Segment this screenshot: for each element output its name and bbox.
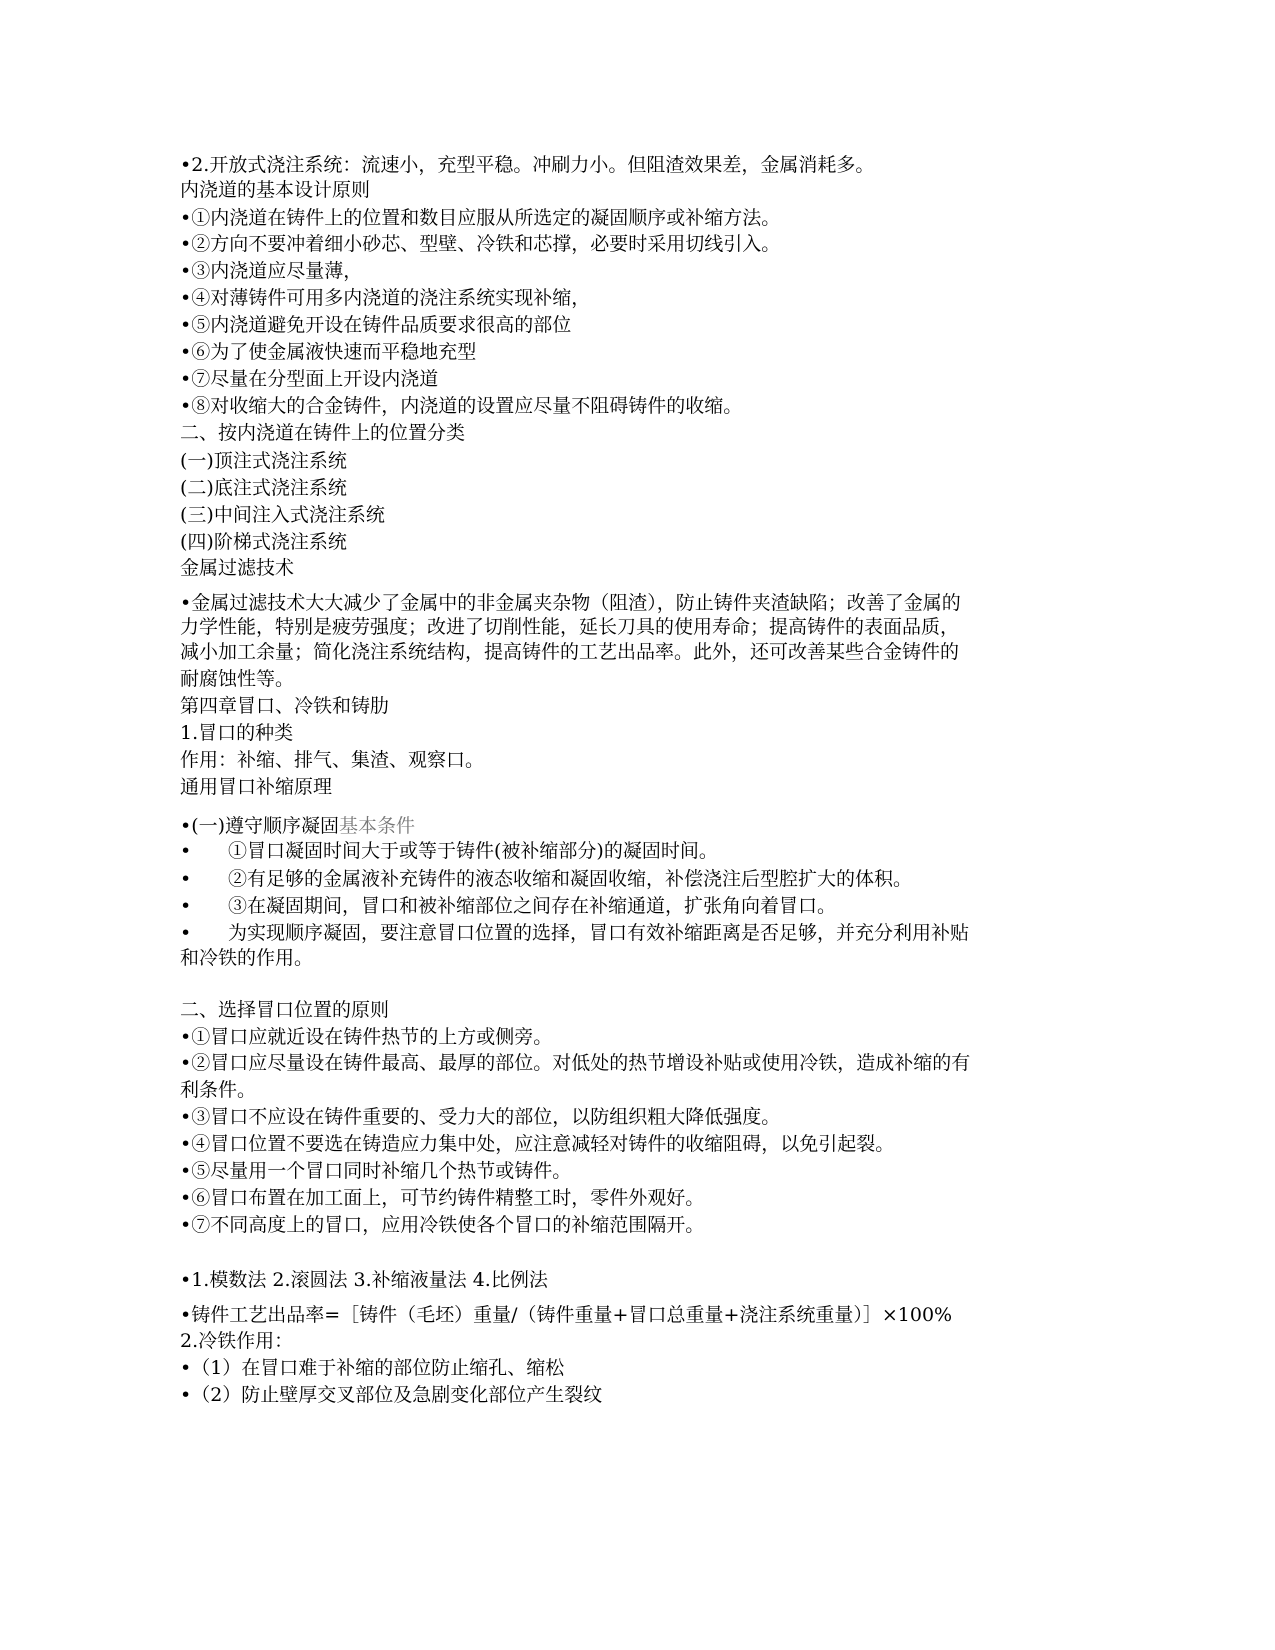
line-text: •⑧对收缩大的合金铸件，内浇道的设置应尽量不阻碍铸件的收缩。 <box>180 395 743 417</box>
text-line <box>180 178 370 202</box>
line-text: •①冒口应就近设在铸件热节的上方或侧旁。 <box>180 1026 553 1048</box>
text-line <box>180 839 718 863</box>
text-line <box>180 206 780 230</box>
text-line <box>180 1159 571 1183</box>
text-line <box>180 394 742 418</box>
text-line <box>180 259 362 283</box>
line-text: 力学性能，特别是疲劳强度；改进了切削性能，延长刀具的使用寿命；提高铸件的表面品质， <box>180 616 960 638</box>
text-line <box>180 503 385 527</box>
line-text: •③内浇道应尽量薄， <box>180 260 363 282</box>
text-line <box>180 340 476 364</box>
line-text: •⑥冒口布置在加工面上，可节约铸件精整工时，零件外观好。 <box>180 1187 705 1209</box>
text-line <box>180 667 294 691</box>
line-text: 减小加工余量；简化浇注系统结构，提高铸件的工艺出品率。此外，还可改善某些合金铸件的 <box>180 641 960 663</box>
text-line <box>180 1132 894 1156</box>
bullet: • <box>180 895 192 917</box>
line-text: •⑦尽量在分型面上开设内浇道 <box>180 368 439 390</box>
text-line <box>180 313 571 337</box>
line-text: 二、选择冒口位置的原则 <box>180 999 390 1021</box>
line-text: 第四章冒口、冷铁和铸肋 <box>180 695 390 717</box>
text-line <box>180 775 332 799</box>
text-line <box>180 721 293 745</box>
text-line <box>180 1025 552 1049</box>
line-text: •④对薄铸件可用多内浇道的浇注系统实现补缩， <box>180 287 591 309</box>
line-text: 利条件。 <box>180 1079 257 1101</box>
text-line <box>180 946 313 970</box>
line-text: •③冒口不应设在铸件重要的、受力大的部位，以防组织粗大降低强度。 <box>180 1106 781 1128</box>
text-line <box>180 1105 780 1129</box>
line-text: •（1）在冒口难于补缩的部位防止缩孔、缩松 <box>180 1357 565 1379</box>
line-text: 通用冒口补缩原理 <box>180 776 333 798</box>
line-text: •（2）防止壁厚交叉部位及急剧变化部位产生裂纹 <box>180 1384 603 1406</box>
line-text: •2.开放式浇注系统：流速小，充型平稳。冲刷力小。但阻渣效果差，金属消耗多。 <box>180 154 875 176</box>
text-line <box>180 921 969 945</box>
line-text: ③在凝固期间，冒口和被补缩部位之间存在补缩通道，扩张角向着冒口。 <box>228 895 837 917</box>
text-line <box>180 556 294 580</box>
line-text: (四)阶梯式浇注系统 <box>180 531 347 553</box>
bullet: • <box>180 922 192 944</box>
text-line <box>180 367 438 391</box>
line-text: •①内浇道在铸件上的位置和数目应服从所选定的凝固顺序或补缩方法。 <box>180 207 781 229</box>
line-text: •金属过滤技术大大减少了金属中的非金属夹杂物（阻渣），防止铸件夹渣缺陷；改善了金属的 <box>180 592 961 614</box>
text-line <box>180 1303 952 1327</box>
line-text: 1.冒口的种类 <box>180 722 294 744</box>
line-text: •②方向不要冲着细小砂芯、型壁、冷铁和芯撑，必要时采用切线引入。 <box>180 233 781 255</box>
text-line <box>180 615 959 639</box>
line-text: ①冒口凝固时间大于或等于铸件(被补缩部分)的凝固时间。 <box>228 840 718 862</box>
text-line <box>180 421 465 445</box>
line-text: •⑤内浇道避免开设在铸件品质要求很高的部位 <box>180 314 572 336</box>
text-line <box>180 449 347 473</box>
bullet: • <box>180 840 192 862</box>
line-text: (三)中间注入式浇注系统 <box>180 504 385 526</box>
line-text: (一)顶注式浇注系统 <box>180 450 347 472</box>
text-line <box>180 748 484 772</box>
line-text: •⑦不同高度上的冒口，应用冷铁使各个冒口的补缩范围隔开。 <box>180 1214 705 1236</box>
text-line <box>180 1213 704 1237</box>
text-line <box>180 1078 256 1102</box>
text-line <box>180 530 347 554</box>
line-text: •⑥为了使金属液快速而平稳地充型 <box>180 341 477 363</box>
line-text: 内浇道的基本设计原则 <box>180 179 371 201</box>
text-line <box>180 1356 564 1380</box>
line-text: •⑤尽量用一个冒口同时补缩几个热节或铸件。 <box>180 1160 572 1182</box>
text-line <box>180 814 415 838</box>
text-line <box>180 1329 293 1353</box>
text-line <box>180 998 389 1022</box>
line-text: 2.冷铁作用： <box>180 1330 294 1352</box>
text-line <box>180 640 959 664</box>
line-text: •②冒口应尽量设在铸件最高、最厚的部位。对低处的热节增设补贴或使用冷铁，造成补缩的有 <box>180 1052 971 1074</box>
line-text: 和冷铁的作用。 <box>180 947 314 969</box>
line-text: •(一)遵守顺序凝固 <box>180 815 340 837</box>
text-line <box>180 286 590 310</box>
line-text: (二)底注式浇注系统 <box>180 477 347 499</box>
text-line <box>180 894 836 918</box>
line-text: •铸件工艺出品率=［铸件（毛坯）重量/（铸件重量+冒口总重量+浇注系统重量）］×100% <box>180 1304 953 1326</box>
text-line <box>180 694 389 718</box>
text-line <box>180 1186 704 1210</box>
line-text: 作用：补缩、排气、集渣、观察口。 <box>180 749 485 771</box>
text-line <box>180 1051 970 1075</box>
line-text: 耐腐蚀性等。 <box>180 668 295 690</box>
text-line <box>180 867 912 891</box>
line-text: •④冒口位置不要选在铸造应力集中处，应注意减轻对铸件的收缩阻碍，以免引起裂。 <box>180 1133 895 1155</box>
line-text: •1.模数法 2.滚圆法 3.补缩液量法 4.比例法 <box>180 1269 548 1291</box>
bullet: • <box>180 868 192 890</box>
text-line <box>180 476 347 500</box>
line-text: 为实现顺序凝固，要注意冒口位置的选择，冒口有效补缩距离是否足够，并充分利用补贴 <box>228 922 970 944</box>
text-line <box>180 153 874 177</box>
text-line <box>180 591 961 615</box>
line-text: 金属过滤技术 <box>180 557 295 579</box>
text-line <box>180 1268 548 1292</box>
text-line <box>180 232 780 256</box>
line-text: ②有足够的金属液补充铸件的液态收缩和凝固收缩，补偿浇注后型腔扩大的体积。 <box>228 868 913 890</box>
line-suffix: 基本条件 <box>339 815 416 837</box>
text-line <box>180 1383 602 1407</box>
line-text: 二、按内浇道在铸件上的位置分类 <box>180 422 466 444</box>
